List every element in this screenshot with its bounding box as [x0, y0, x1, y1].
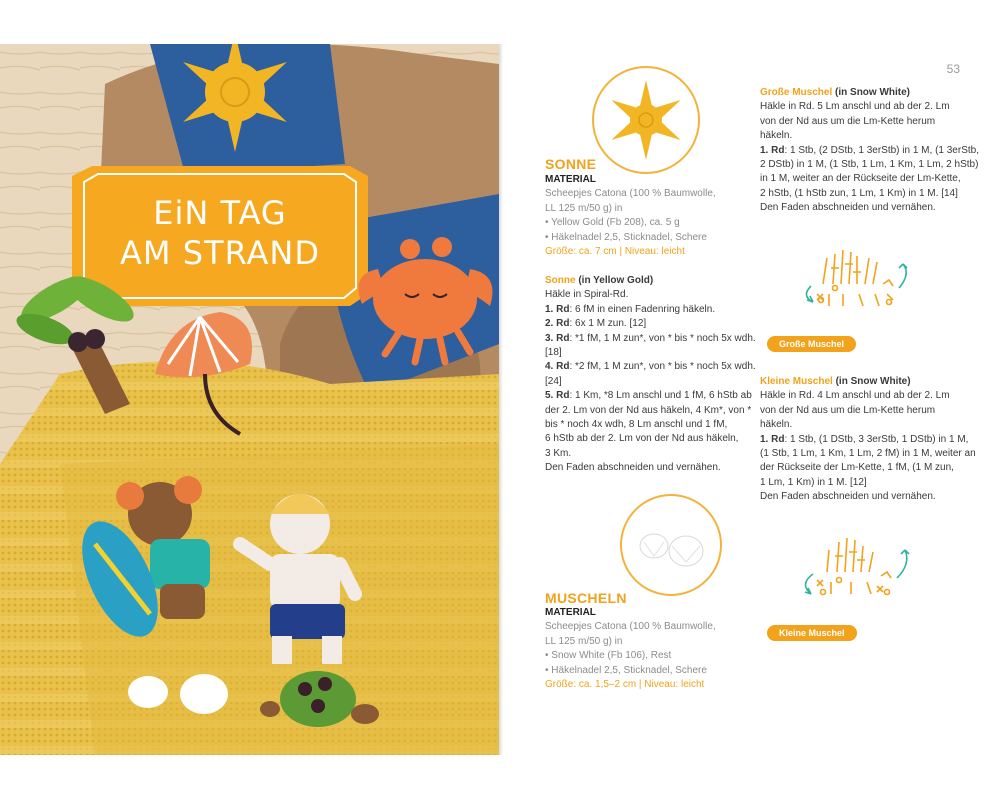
grosse-line: 2 DStb) in 1 M, (1 Stb, 1 Lm, 1 Km, 1 Lm, 2 hStb) [760, 159, 979, 171]
sun-icon [594, 68, 698, 172]
sonne-title-bold: Sonne [545, 275, 576, 286]
arrow-icon [805, 550, 909, 594]
sonne-title [545, 274, 756, 288]
banner-line-1: EiN TAG [153, 194, 287, 232]
grosse-end: Den Faden abschneiden und vernähen. [760, 202, 936, 214]
sonne-row-2 [545, 317, 756, 331]
photo-page [0, 44, 499, 755]
row-label: 2. Rd [545, 318, 570, 330]
sonne-material-label: MATERIAL [545, 174, 596, 185]
kleine-row-1 [760, 433, 976, 447]
grosse-line: 2 hStb, (1 hStb zun, 1 Lm, 1 Km) in 1 M. [14] [760, 187, 958, 199]
row-label: 3. Rd [545, 332, 570, 344]
book-spread [0, 44, 1000, 755]
kleine-line: der Rückseite der Lm-Kette, 1 fM, (1 M zun, [760, 462, 954, 474]
sonne-material-line: Scheepjes Catona (100 % Baumwolle, [545, 188, 716, 200]
page-number: 53 [946, 62, 960, 76]
sonne-row-1 [545, 303, 756, 317]
muscheln-material-line: • Häkelnadel 2,5, Sticknadel, Schere [545, 664, 707, 676]
sonne-row-4 [545, 360, 756, 374]
sonne-material-line: • Yellow Gold (Fb 208), ca. 5 g [545, 217, 680, 229]
grosse-line: häkeln. [760, 130, 793, 142]
sonne-material [545, 173, 716, 259]
sonne-row-5 [545, 389, 756, 403]
kleine-title-rest: (in Snow White) [832, 376, 911, 387]
row-text: : *1 fM, 1 M zun*, von * bis * noch 5x wdh. [569, 332, 756, 344]
grosse-line: von der Nd aus um die Lm-Kette herum [760, 115, 936, 127]
muscheln-size: Größe: ca. 1,5–2 cm | Niveau: leicht [545, 679, 705, 691]
sun-photo-circle [592, 66, 700, 174]
sonne-material-line: • Häkelnadel 2,5, Sticknadel, Schere [545, 231, 707, 243]
kleine-line: häkeln. [760, 419, 793, 431]
kleine-title-bold: Kleine Muschel [760, 376, 833, 387]
kleine-muschel-instructions [760, 375, 976, 505]
row-text: : 1 Stb, (2 DStb, 1 3erStb) in 1 M, (1 3erStb, [784, 144, 979, 156]
muscheln-material-line: Scheepjes Catona (100 % Baumwolle, [545, 621, 716, 633]
grosse-muschel-diagram [793, 244, 923, 318]
beach-photo [0, 44, 499, 755]
banner-line-2: AM STRAND [120, 234, 320, 272]
grosse-muschel-pill: Große Muschel [767, 336, 856, 352]
row-text: : *2 fM, 1 M zun*, von * bis * noch 5x wdh. [569, 361, 756, 373]
grosse-line: in 1 M, weiter an der Rückseite der Lm-Kette, [760, 173, 961, 185]
row-label: 1. Rd [760, 433, 785, 445]
sonne-heading: SONNE [545, 156, 597, 172]
sonne-title-rest: (in Yellow Gold) [575, 275, 654, 286]
grosse-title-rest: (in Snow White) [832, 87, 911, 98]
shells-photo-circle [620, 494, 722, 596]
sonne-line: Häkle in Spiral-Rd. [545, 289, 629, 301]
kleine-line: (1 Stb, 1 Lm, 1 Km, 1 Lm, 2 fM) in 1 M, weiter an [760, 448, 976, 460]
sonne-material-line: LL 125 m/50 g) in [545, 202, 623, 214]
grosse-muschel-instructions [760, 86, 979, 216]
kleine-title [760, 375, 976, 389]
grosse-row-1 [760, 144, 979, 158]
kleine-end: Den Faden abschneiden und vernähen. [760, 491, 936, 503]
grosse-title-bold: Große Muschel [760, 87, 833, 98]
row-label: 5. Rd [545, 390, 570, 402]
sonne-line: 6 hStb ab der 2. Lm von der Nd aus häkeln, [545, 433, 739, 445]
kleine-muschel-pill: Kleine Muschel [767, 625, 857, 641]
sonne-line: [18] [545, 347, 562, 359]
kleine-line: 1 Lm, 1 Km) in 1 M. [12] [760, 476, 867, 488]
row-text: : 6 fM in einen Fadenring häkeln. [569, 303, 716, 315]
grosse-line: Häkle in Rd. 5 Lm anschl und ab der 2. Lm [760, 101, 950, 113]
row-label: 1. Rd [545, 303, 570, 315]
row-text: : 1 Stb, (1 DStb, 3 3erStb, 1 DStb) in 1 M, [784, 433, 969, 445]
kleine-line: Häkle in Rd. 4 Lm anschl und ab der 2. Lm [760, 390, 950, 402]
sonne-size: Größe: ca. 7 cm | Niveau: leicht [545, 246, 685, 258]
sonne-line: [24] [545, 375, 562, 387]
muscheln-material-label: MATERIAL [545, 607, 596, 618]
pattern-page [503, 44, 1000, 755]
sonne-line: 3 Km. [545, 447, 572, 459]
row-text: : 1 Km, *8 Lm anschl und 1 fM, 6 hStb ab [569, 390, 752, 402]
muscheln-heading: MUSCHELN [545, 590, 627, 606]
shell-icon [622, 496, 720, 594]
row-label: 1. Rd [760, 144, 785, 156]
sonne-line: bis * noch 4x wdh, 8 Lm anschl und 1 fM, [545, 419, 728, 431]
sonne-line: der 2. Lm von der Nd aus häkeln, 4 Km*, von * [545, 404, 752, 416]
banner-title [88, 172, 352, 294]
grosse-title [760, 86, 979, 100]
row-text: : 6x 1 M zun. [12] [569, 318, 647, 330]
kleine-line: von der Nd aus um die Lm-Kette herum [760, 404, 936, 416]
sonne-instructions [545, 274, 756, 476]
muscheln-material-line: LL 125 m/50 g) in [545, 635, 623, 647]
sonne-end: Den Faden abschneiden und vernähen. [545, 462, 721, 474]
kleine-muschel-diagram [793, 534, 923, 608]
muscheln-material [545, 606, 716, 692]
row-label: 4. Rd [545, 361, 570, 373]
muscheln-material-line: • Snow White (Fb 106), Rest [545, 650, 672, 662]
sonne-row-3 [545, 332, 756, 346]
